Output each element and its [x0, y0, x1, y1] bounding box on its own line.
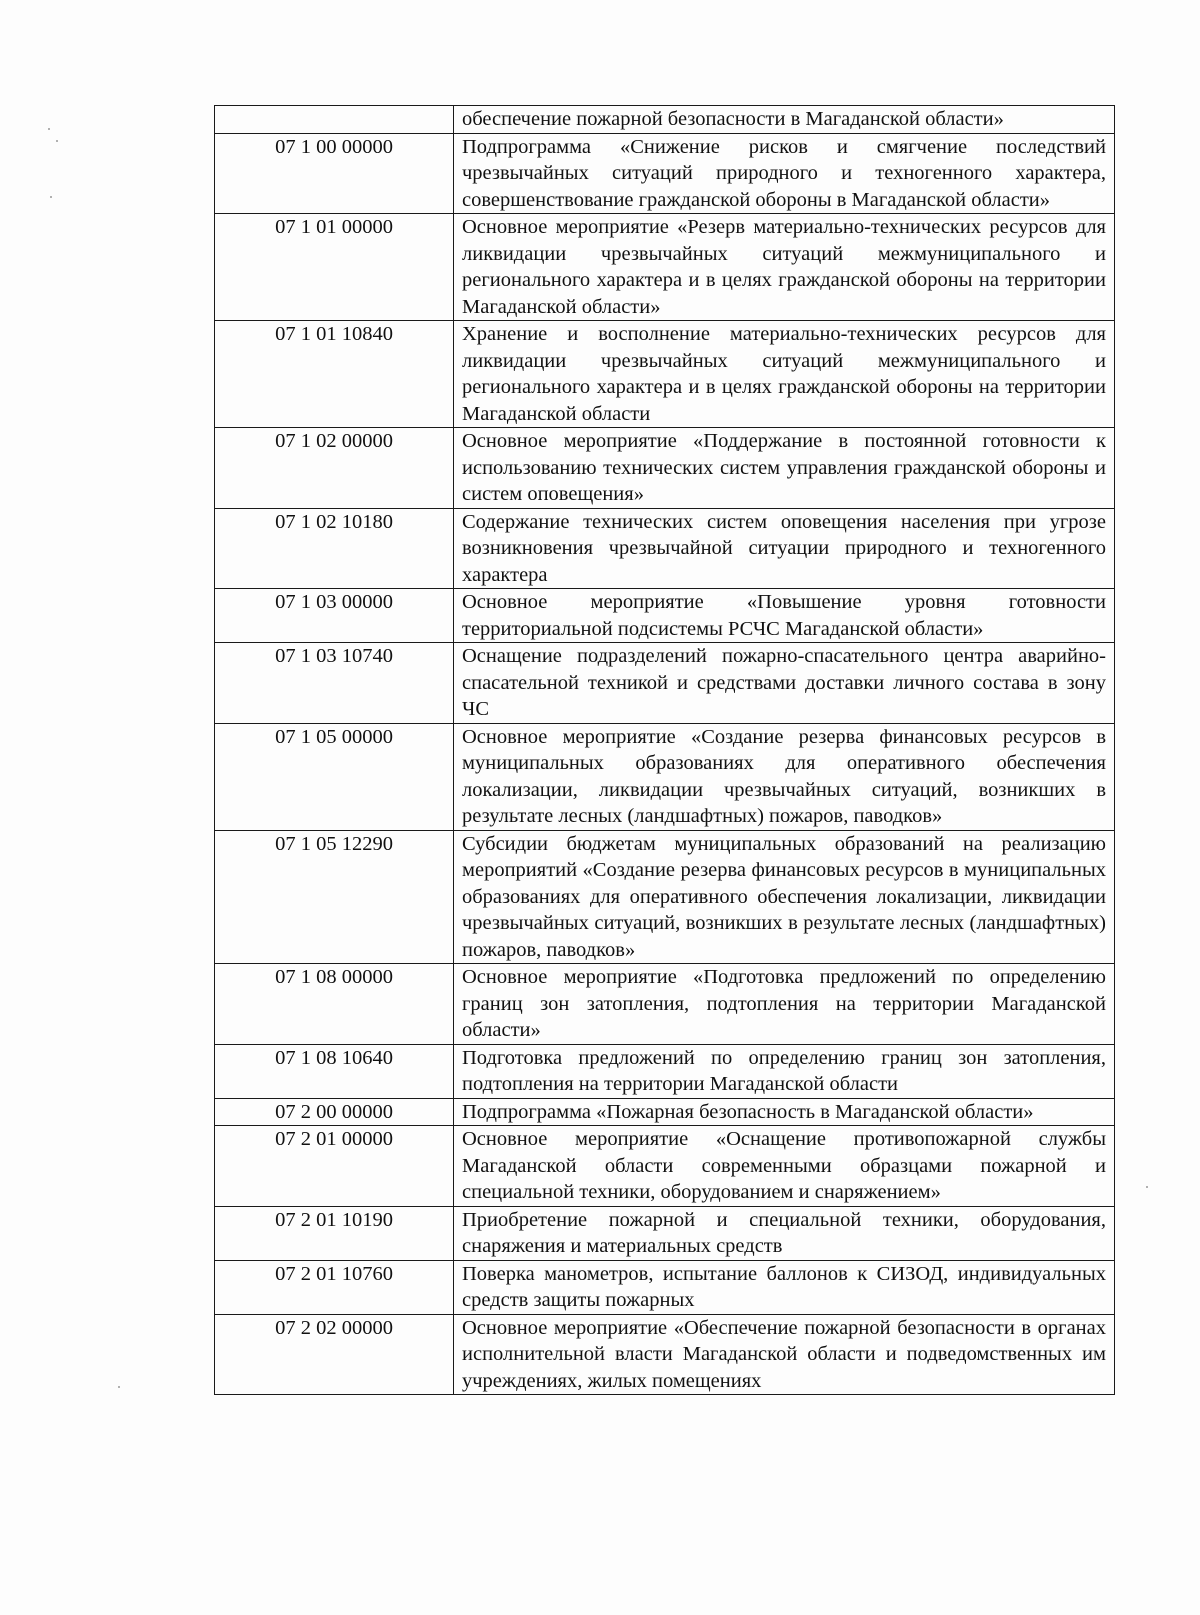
description-cell: Субсидии бюджетам муниципальных образований на реализацию мероприятий «Создание резерва финансовых ресурсов в муниципальных образованиях для оперативного обеспечения локализации, ликвидации чрезвычайных ситуаций, возникших в результате лесных (ландшафтных) пожаров, паводков» — [454, 830, 1115, 964]
code-cell: 07 1 03 00000 — [215, 589, 454, 643]
table-row — [215, 133, 1115, 214]
description-cell: Поверка манометров, испытание баллонов к СИЗОД, индивидуальных средств защиты пожарных — [454, 1260, 1115, 1314]
code-cell: 07 1 02 10180 — [215, 508, 454, 589]
description-cell: Основное мероприятие «Резерв материально-технических ресурсов для ликвидации чрезвычайных ситуаций межмуниципального и регионального характера и в целях гражданской обороны на территории Магаданской области» — [454, 214, 1115, 321]
scan-speck — [50, 196, 52, 198]
table-row — [215, 321, 1115, 428]
scan-speck — [1146, 1186, 1148, 1188]
code-cell: 07 1 01 00000 — [215, 214, 454, 321]
table-row — [215, 1314, 1115, 1395]
code-cell: 07 2 01 10190 — [215, 1206, 454, 1260]
table-row — [215, 106, 1115, 134]
description-cell: Основное мероприятие «Поддержание в постоянной готовности к использованию технических систем управления гражданской обороны и систем оповещения» — [454, 428, 1115, 509]
code-cell: 07 1 08 00000 — [215, 964, 454, 1045]
description-cell: Подпрограмма «Пожарная безопасность в Магаданской области» — [454, 1098, 1115, 1126]
code-cell: 07 1 03 10740 — [215, 643, 454, 724]
code-cell: 07 2 02 00000 — [215, 1314, 454, 1395]
code-cell: 07 1 02 00000 — [215, 428, 454, 509]
table-row — [215, 1206, 1115, 1260]
budget-code-table — [214, 105, 1115, 1395]
description-cell: обеспечение пожарной безопасности в Магаданской области» — [454, 106, 1115, 134]
table-row — [215, 1126, 1115, 1207]
code-cell: 07 1 05 00000 — [215, 723, 454, 830]
code-cell — [215, 106, 454, 134]
description-cell: Содержание технических систем оповещения населения при угрозе возникновения чрезвычайной ситуации природного и техногенного характера — [454, 508, 1115, 589]
description-cell: Основное мероприятие «Оснащение противопожарной службы Магаданской области современными образцами пожарной и специальной техники, оборудованием и снаряжением» — [454, 1126, 1115, 1207]
code-cell: 07 1 01 10840 — [215, 321, 454, 428]
description-cell: Основное мероприятие «Повышение уровня готовности территориальной подсистемы РСЧС Магаданской области» — [454, 589, 1115, 643]
scan-speck — [48, 128, 50, 130]
description-cell: Оснащение подразделений пожарно-спасательного центра аварийно-спасательной техникой и средствами доставки личного состава в зону ЧС — [454, 643, 1115, 724]
table-row — [215, 723, 1115, 830]
description-cell: Приобретение пожарной и специальной техники, оборудования, снаряжения и материальных средств — [454, 1206, 1115, 1260]
scan-speck — [56, 140, 58, 142]
scan-speck — [118, 1386, 120, 1388]
table-row — [215, 428, 1115, 509]
description-cell: Подпрограмма «Снижение рисков и смягчение последствий чрезвычайных ситуаций природного и техногенного характера, совершенствование гражданской обороны в Магаданской области» — [454, 133, 1115, 214]
code-cell: 07 1 00 00000 — [215, 133, 454, 214]
table-row — [215, 964, 1115, 1045]
table-row — [215, 1044, 1115, 1098]
code-cell: 07 2 00 00000 — [215, 1098, 454, 1126]
description-cell: Подготовка предложений по определению границ зон затопления, подтопления на территории Магаданской области — [454, 1044, 1115, 1098]
table-row — [215, 214, 1115, 321]
description-cell: Хранение и восполнение материально-технических ресурсов для ликвидации чрезвычайных ситуаций межмуниципального и регионального характера и в целях гражданской обороны на территории Магаданской области — [454, 321, 1115, 428]
table-row — [215, 643, 1115, 724]
table-row — [215, 830, 1115, 964]
description-cell: Основное мероприятие «Создание резерва финансовых ресурсов в муниципальных образованиях для оперативного обеспечения локализации, ликвидации чрезвычайных ситуаций, возникших в результате лесных (ландшафтных) пожаров, паводков» — [454, 723, 1115, 830]
table-body — [215, 106, 1115, 1395]
table-row — [215, 589, 1115, 643]
table-row — [215, 1260, 1115, 1314]
table-row — [215, 1098, 1115, 1126]
code-cell: 07 2 01 00000 — [215, 1126, 454, 1207]
code-cell: 07 1 08 10640 — [215, 1044, 454, 1098]
code-cell: 07 1 05 12290 — [215, 830, 454, 964]
table-row — [215, 508, 1115, 589]
description-cell: Основное мероприятие «Подготовка предложений по определению границ зон затопления, подтопления на территории Магаданской области» — [454, 964, 1115, 1045]
description-cell: Основное мероприятие «Обеспечение пожарной безопасности в органах исполнительной власти Магаданской области и подведомственных им учреждениях, жилых помещениях — [454, 1314, 1115, 1395]
code-cell: 07 2 01 10760 — [215, 1260, 454, 1314]
